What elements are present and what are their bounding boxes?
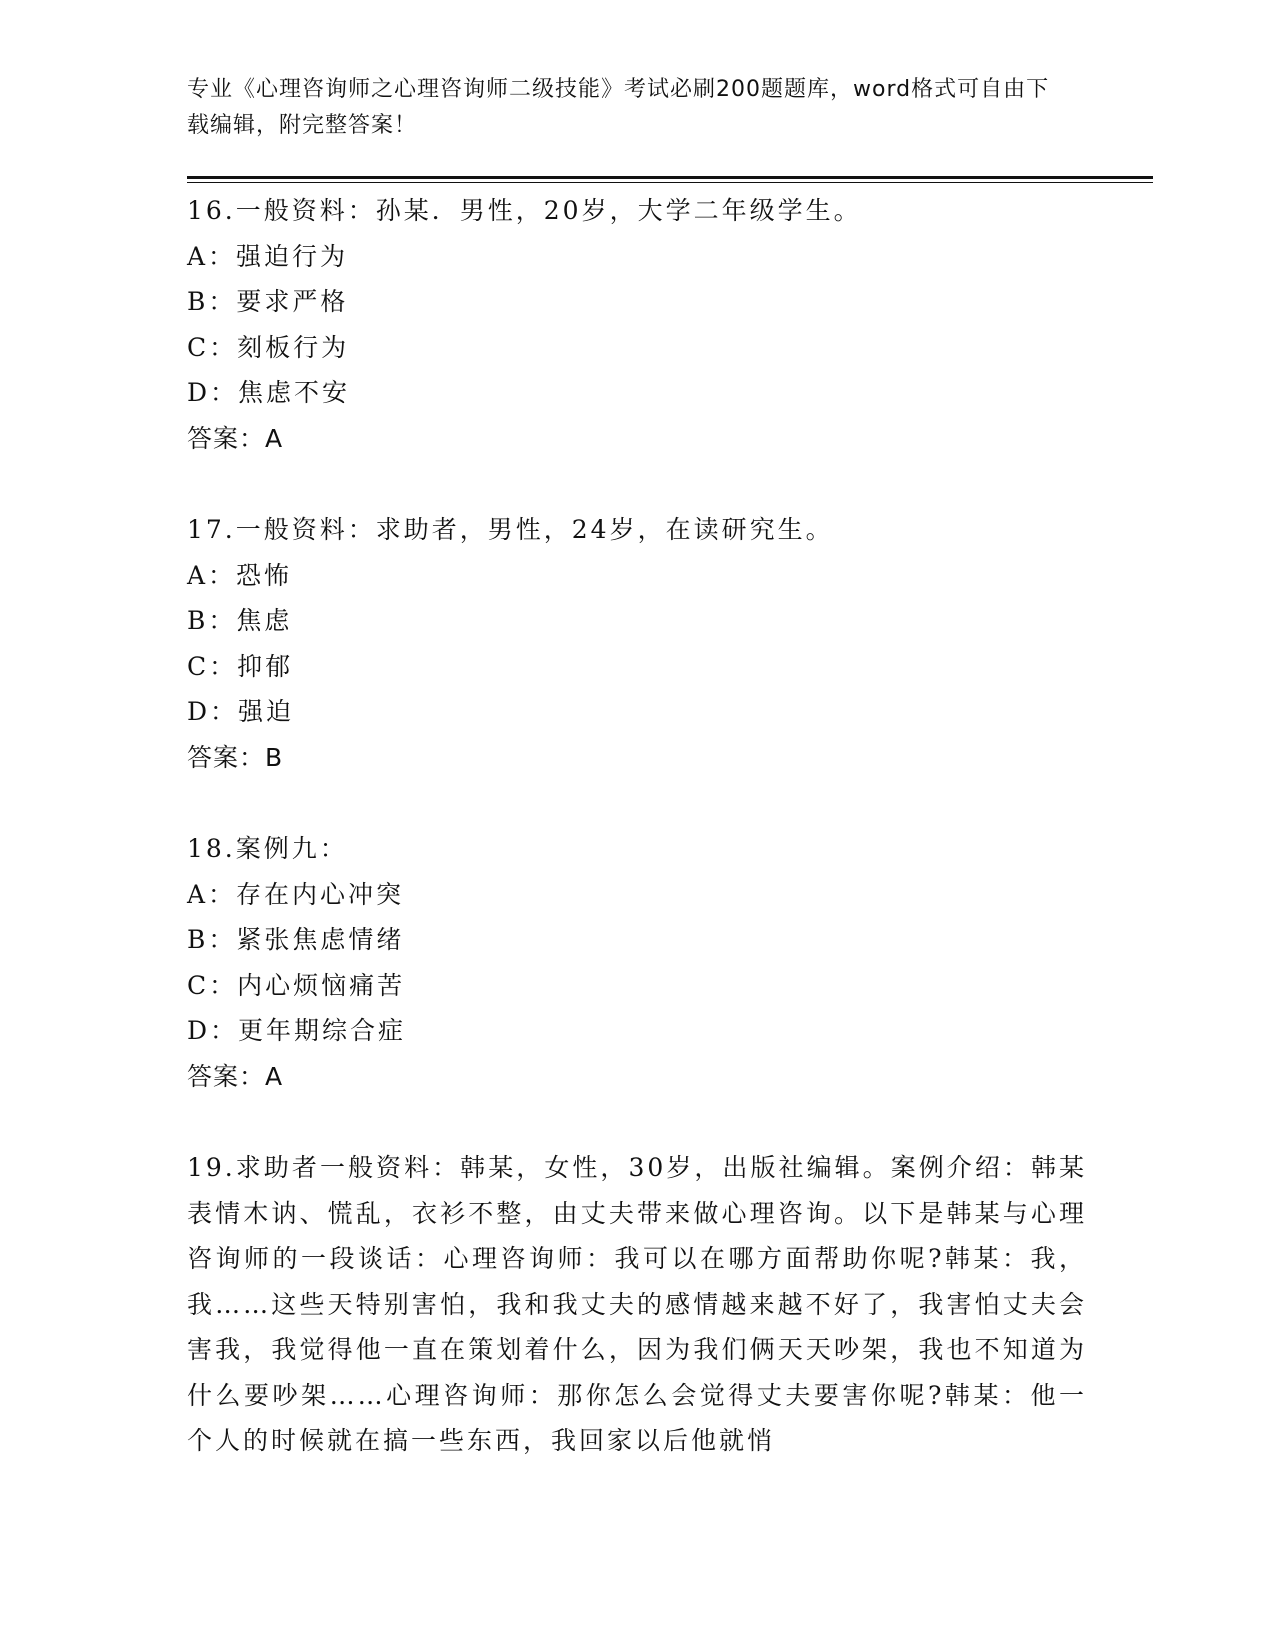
- option-d: D：焦虑不安: [187, 378, 351, 407]
- question-17: [187, 507, 1087, 780]
- question-stem: 17.一般资料：求助者，男性，24岁，在读研究生。: [187, 515, 834, 544]
- question-16: [187, 188, 1087, 461]
- option-b: B：紧张焦虑情绪: [187, 925, 405, 954]
- question-18: [187, 826, 1087, 1099]
- question-stem: 19.求助者一般资料：韩某，女性，30岁，出版社编辑。案例介绍：韩某表情木讷、慌乱，衣衫不整，由丈夫带来做心理咨询。以下是韩某与心理咨询师的一段谈话：心理咨询师：我可以在哪方面帮助你呢?韩某：我，我……这些天特别害怕，我和我丈夫的感情越来越不好了，我害怕丈夫会害我，我觉得他一直在策划着什么，因为我们俩天天吵架，我也不知道为什么要吵架……心理咨询师：那你怎么会觉得丈夫要害你呢?韩某：他一个人的时候就在搞一些东西，我回家以后他就悄: [187, 1153, 1087, 1455]
- header-divider-thin: [187, 182, 1153, 183]
- header-divider-thick: [187, 176, 1153, 179]
- question-stem: 18.案例九：: [187, 834, 348, 863]
- option-a: A：恐怖: [187, 560, 293, 590]
- answer: 答案：A: [187, 423, 284, 453]
- answer: 答案：B: [187, 742, 284, 772]
- document-header: 专业《心理咨询师之心理咨询师二级技能》考试必刷200题题库，word格式可自由下载编辑，附完整答案！: [187, 77, 1050, 138]
- answer: 答案：A: [187, 1061, 284, 1091]
- option-a: A：存在内心冲突: [187, 879, 405, 909]
- option-d: D：强迫: [187, 697, 295, 726]
- question-19: [187, 1145, 1087, 1464]
- option-d: D：更年期综合症: [187, 1016, 407, 1045]
- option-b: B：焦虑: [187, 606, 293, 635]
- option-c: C：内心烦恼痛苦: [187, 970, 406, 1000]
- question-stem: 16.一般资料：孙某．男性，20岁，大学二年级学生。: [187, 196, 862, 225]
- option-b: B：要求严格: [187, 287, 349, 316]
- option-c: C：刻板行为: [187, 332, 350, 362]
- option-a: A：强迫行为: [187, 241, 349, 271]
- option-c: C：抑郁: [187, 651, 294, 681]
